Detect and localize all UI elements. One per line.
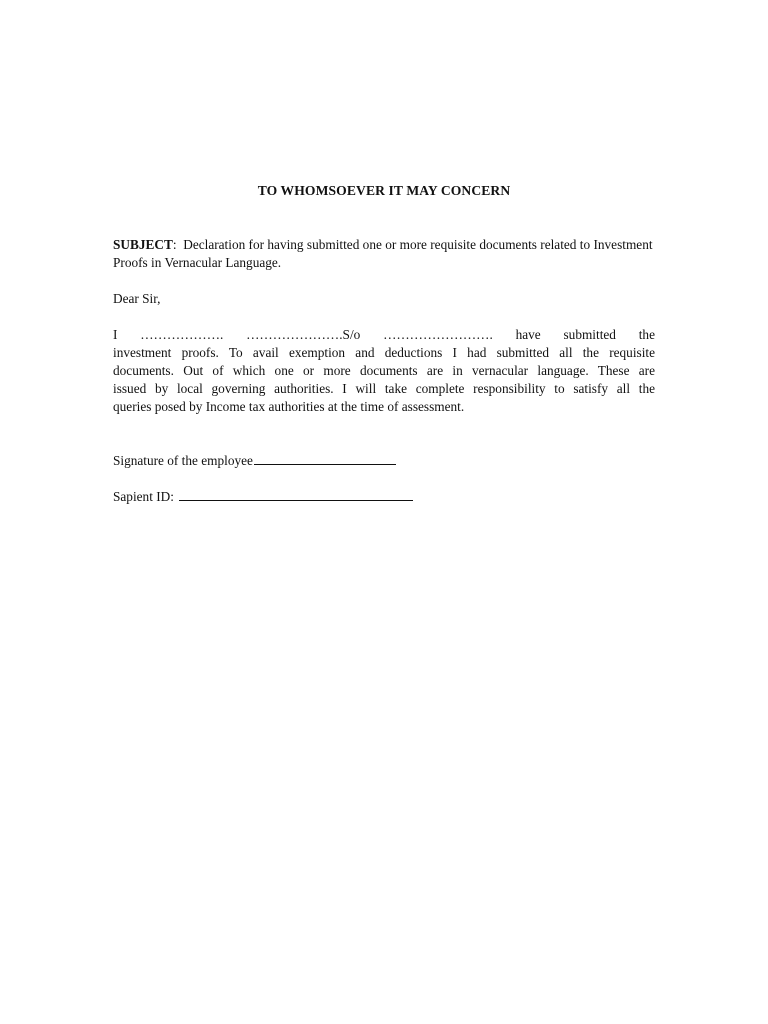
salutation: Dear Sir, (113, 291, 161, 306)
declaration-paragraph (113, 326, 655, 416)
subject-paragraph (113, 236, 655, 272)
declaration-line: I ………………. ………………….S/o ……………………. have submitted the (113, 327, 655, 342)
declaration-line: issued by local governing authorities. I will take complete responsibility to satisfy all the (113, 381, 655, 396)
signature-row (113, 451, 396, 470)
sapient-id-blank-line (179, 487, 413, 501)
subject-colon: : (172, 237, 177, 252)
signature-blank-line (254, 451, 396, 465)
sapient-id-row (113, 487, 413, 506)
declaration-line: queries posed by Income tax authorities at the time of assessment. (113, 399, 465, 414)
signature-label: Signature of the employee (113, 453, 253, 468)
subject-label: SUBJECT (113, 237, 173, 252)
sapient-id-label: Sapient ID: (113, 489, 174, 504)
document-title: TO WHOMSOEVER IT MAY CONCERN (257, 183, 511, 198)
declaration-line: documents. Out of which one or more documents are in vernacular language. These are (113, 363, 655, 378)
subject-text: Declaration for having submitted one or more requisite documents related to Investment Proofs in Vernacular Language. (113, 237, 653, 270)
declaration-line: investment proofs. To avail exemption and deductions I had submitted all the requisite (113, 345, 655, 360)
